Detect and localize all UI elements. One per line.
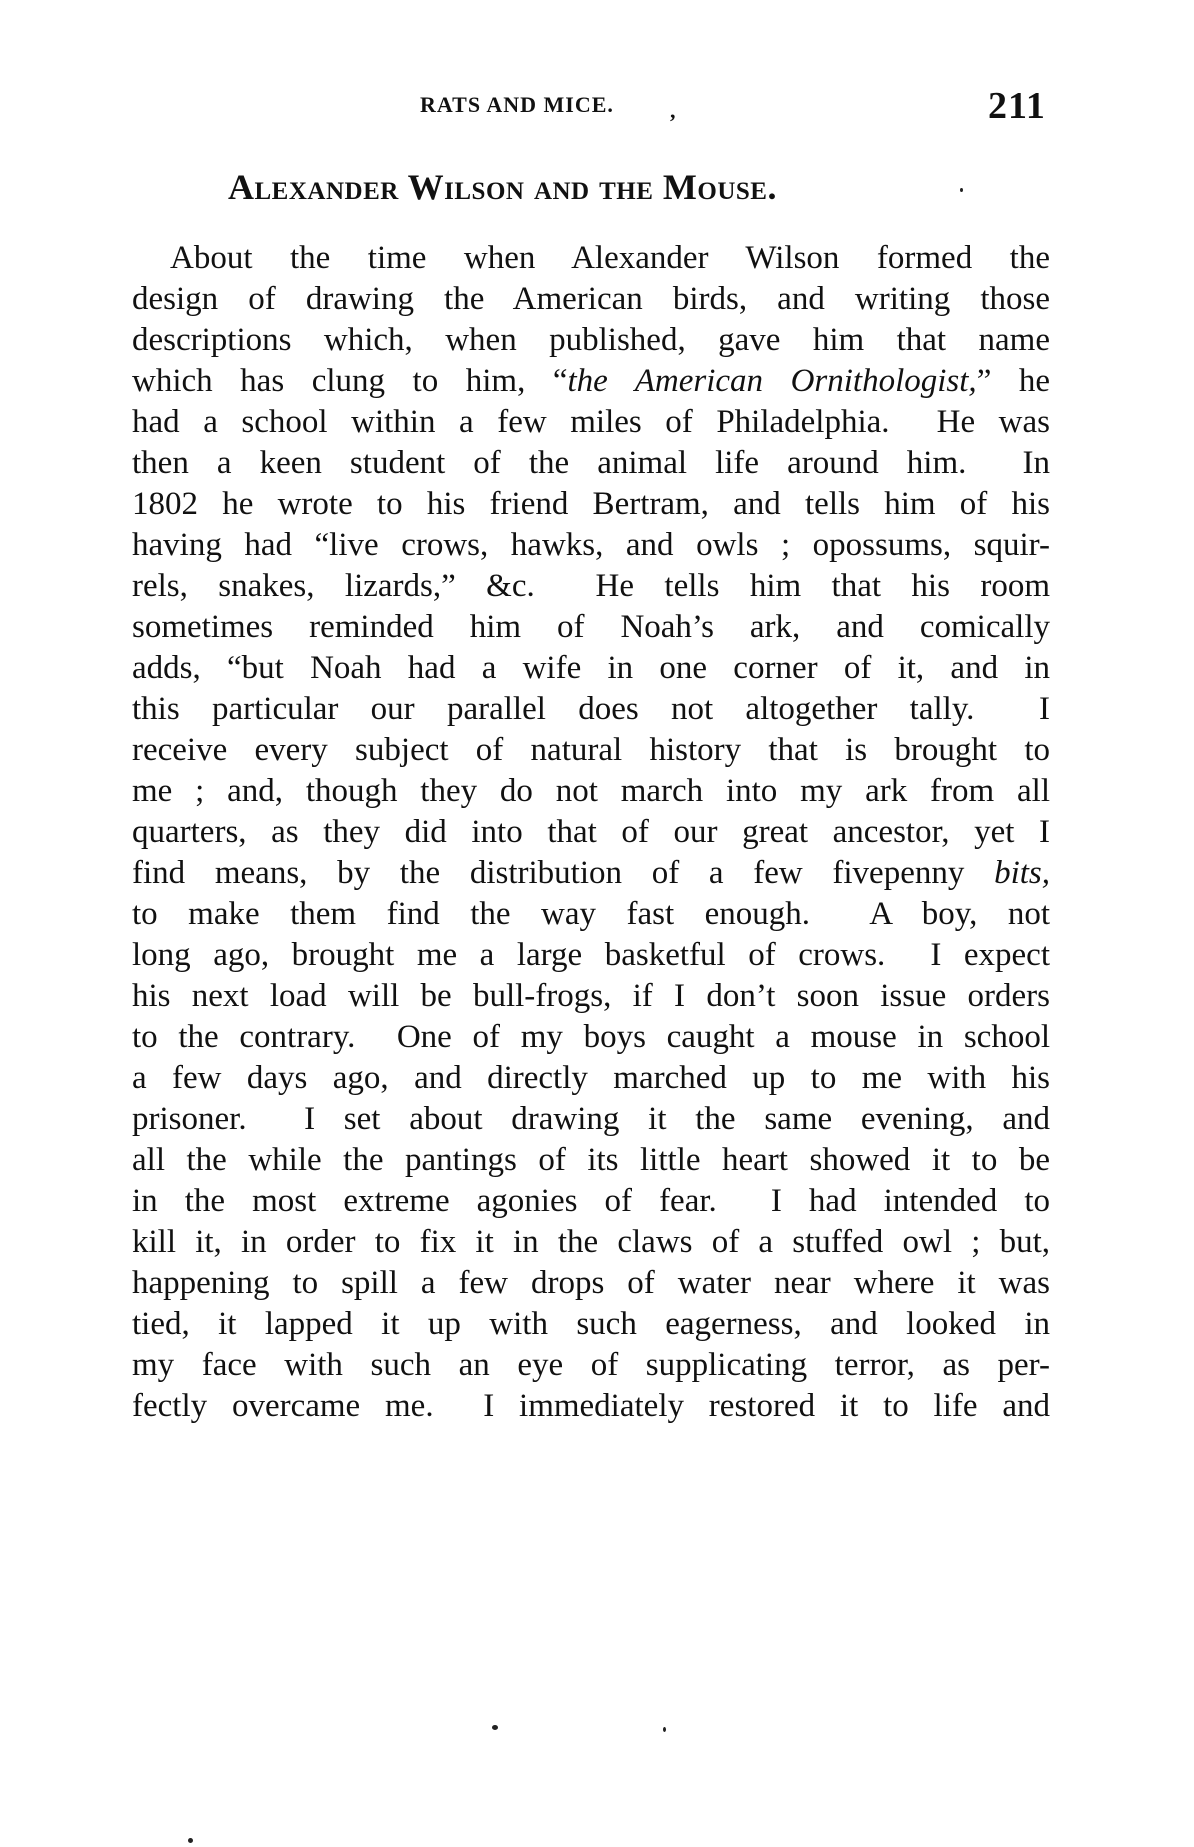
text-line: prisoner. I set about drawing it the same evening, and xyxy=(132,1101,1050,1137)
text-line: About the time when Alexander Wilson formed the xyxy=(170,240,1050,276)
text-line: long ago, brought me a large basketful of crows. I expect xyxy=(132,937,1050,973)
scan-speck xyxy=(960,188,963,192)
text-line: to make them find the way fast enough. A boy, not xyxy=(132,896,1050,932)
text-line: 1802 he wrote to his friend Bertram, and tells him of his xyxy=(132,486,1050,522)
text-line: his next load will be bull-frogs, if I don’t soon issue orders xyxy=(132,978,1050,1014)
scan-speck xyxy=(492,1725,498,1730)
text-line: happening to spill a few drops of water near where it was xyxy=(132,1265,1050,1301)
text-line: kill it, in order to fix it in the claws of a stuffed owl ; but, xyxy=(132,1224,1050,1260)
text-line: quarters, as they did into that of our great ancestor, yet I xyxy=(132,814,1050,850)
text-line: find means, by the distribution of a few fivepenny bits, xyxy=(132,855,1050,891)
text-line: descriptions which, when published, gave him that name xyxy=(132,322,1050,358)
text-line: receive every subject of natural history that is brought to xyxy=(132,732,1050,768)
text-line: which has clung to him, “the American Ornithologist,” he xyxy=(132,363,1051,399)
text-line: had a school within a few miles of Philadelphia. He was xyxy=(132,404,1050,440)
section-title: Alexander Wilson and the Mouse. xyxy=(228,167,777,207)
text-line: sometimes reminded him of Noah’s ark, and comically xyxy=(132,609,1050,645)
text-line: in the most extreme agonies of fear. I had intended to xyxy=(132,1183,1050,1219)
page-number: 211 xyxy=(988,85,1046,127)
scan-speck xyxy=(663,1727,666,1732)
italic-title: the American Ornithologist, xyxy=(567,363,977,399)
text-line: all the while the pantings of its little heart showed it to be xyxy=(132,1142,1050,1178)
text-line: fectly overcame me. I immediately restored it to life and xyxy=(132,1388,1050,1424)
scan-speck xyxy=(188,1838,193,1843)
text-line: design of drawing the American birds, and writing those xyxy=(132,281,1050,317)
stray-mark: , xyxy=(670,98,676,123)
text-line: rels, snakes, lizards,” &c. He tells him that his room xyxy=(132,568,1050,604)
text-line: my face with such an eye of supplicating terror, as per- xyxy=(132,1347,1050,1383)
text-line: having had “live crows, hawks, and owls ; opossums, squir- xyxy=(132,527,1050,563)
text-line: tied, it lapped it up with such eagerness, and looked in xyxy=(132,1306,1050,1342)
text-line: adds, “but Noah had a wife in one corner of it, and in xyxy=(132,650,1050,686)
text-line: me ; and, though they do not march into my ark from all xyxy=(132,773,1050,809)
text-line: to the contrary. One of my boys caught a mouse in school xyxy=(132,1019,1050,1055)
running-head: RATS AND MICE. xyxy=(420,92,614,117)
text-line: then a keen student of the animal life around him. In xyxy=(132,445,1050,481)
italic-word: bits, xyxy=(994,855,1050,891)
text-line: this particular our parallel does not altogether tally. I xyxy=(132,691,1050,727)
body-text xyxy=(132,238,1050,1427)
text-line: a few days ago, and directly marched up to me with his xyxy=(132,1060,1050,1096)
